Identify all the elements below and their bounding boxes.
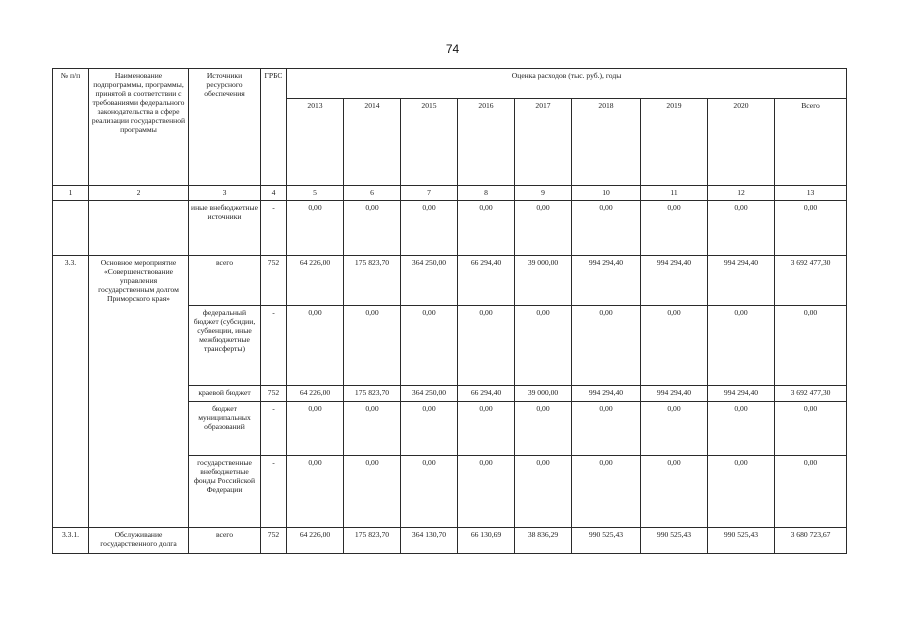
value-cell: 0,00: [515, 306, 572, 386]
value-cell: 0,00: [287, 402, 344, 456]
value-cell: 3 680 723,67: [775, 528, 847, 554]
column-number: 6: [344, 186, 401, 201]
value-cell: 64 226,00: [287, 256, 344, 306]
budget-table: [52, 68, 847, 554]
value-cell: 66 294,40: [458, 386, 515, 402]
value-cell: 3 692 477,30: [775, 256, 847, 306]
value-cell: 66 294,40: [458, 256, 515, 306]
header-col-grbs: ГРБС: [261, 69, 287, 186]
value-cell: 364 250,00: [401, 386, 458, 402]
value-cell: 990 525,43: [708, 528, 775, 554]
value-cell: 0,00: [641, 402, 708, 456]
column-number-row: [53, 186, 847, 201]
value-cell: 0,00: [344, 201, 401, 256]
row-source: всего: [189, 256, 261, 306]
value-cell: 0,00: [401, 201, 458, 256]
page-number: 74: [445, 42, 460, 56]
row-grbs: 752: [261, 528, 287, 554]
header-year: 2017: [515, 99, 572, 186]
value-cell: 0,00: [401, 456, 458, 528]
header-col-source: Источники ресурсного обеспечения: [189, 69, 261, 186]
value-cell: 66 130,69: [458, 528, 515, 554]
value-cell: 990 525,43: [641, 528, 708, 554]
value-cell: 39 000,00: [515, 386, 572, 402]
row-grbs: 752: [261, 386, 287, 402]
header-col-estimate: Оценка расходов (тыс. руб.), годы: [287, 69, 847, 99]
value-cell: 39 000,00: [515, 256, 572, 306]
row-grbs: -: [261, 402, 287, 456]
row-number: 3.3.1.: [53, 528, 89, 554]
table-row: [53, 201, 847, 256]
column-number: 3: [189, 186, 261, 201]
row-name: Основное мероприятие «Совершенствование управления государственным долгом Приморского края»: [89, 256, 189, 528]
column-number: 10: [572, 186, 641, 201]
value-cell: 0,00: [458, 201, 515, 256]
value-cell: 994 294,40: [641, 386, 708, 402]
row-name: Обслуживание государственного долга: [89, 528, 189, 554]
value-cell: 994 294,40: [572, 386, 641, 402]
header-total: Всего: [775, 99, 847, 186]
value-cell: 0,00: [572, 306, 641, 386]
row-source: краевой бюджет: [189, 386, 261, 402]
column-number: 1: [53, 186, 89, 201]
value-cell: 175 823,70: [344, 256, 401, 306]
row-grbs: -: [261, 306, 287, 386]
value-cell: 64 226,00: [287, 528, 344, 554]
value-cell: 0,00: [775, 306, 847, 386]
header-year: 2016: [458, 99, 515, 186]
value-cell: 994 294,40: [708, 386, 775, 402]
column-number: 2: [89, 186, 189, 201]
row-number: 3.3.: [53, 256, 89, 528]
table-row: [53, 256, 847, 306]
value-cell: 0,00: [708, 456, 775, 528]
value-cell: 0,00: [344, 456, 401, 528]
row-number: [53, 201, 89, 256]
row-source: бюджет муниципальных образований: [189, 402, 261, 456]
column-number: 8: [458, 186, 515, 201]
row-source: государственные внебюджетные фонды Российской Федерации: [189, 456, 261, 528]
value-cell: 990 525,43: [572, 528, 641, 554]
column-number: 12: [708, 186, 775, 201]
value-cell: 0,00: [572, 402, 641, 456]
value-cell: 0,00: [641, 456, 708, 528]
row-name: [89, 201, 189, 256]
value-cell: 0,00: [708, 201, 775, 256]
value-cell: 0,00: [775, 402, 847, 456]
value-cell: 364 130,70: [401, 528, 458, 554]
value-cell: 64 226,00: [287, 386, 344, 402]
value-cell: 0,00: [287, 201, 344, 256]
value-cell: 0,00: [515, 402, 572, 456]
value-cell: 0,00: [401, 402, 458, 456]
value-cell: 0,00: [344, 306, 401, 386]
value-cell: 0,00: [572, 456, 641, 528]
value-cell: 0,00: [287, 306, 344, 386]
row-grbs: 752: [261, 256, 287, 306]
value-cell: 0,00: [775, 201, 847, 256]
header-row-1: [53, 69, 847, 99]
column-number: 5: [287, 186, 344, 201]
value-cell: 175 823,70: [344, 386, 401, 402]
column-number: 7: [401, 186, 458, 201]
value-cell: 0,00: [458, 306, 515, 386]
value-cell: 994 294,40: [572, 256, 641, 306]
row-source: иные внебюджетные источники: [189, 201, 261, 256]
header-year: 2019: [641, 99, 708, 186]
column-number: 4: [261, 186, 287, 201]
value-cell: 0,00: [515, 201, 572, 256]
value-cell: 364 250,00: [401, 256, 458, 306]
column-number: 9: [515, 186, 572, 201]
header-year: 2015: [401, 99, 458, 186]
value-cell: 38 836,29: [515, 528, 572, 554]
header-year: 2013: [287, 99, 344, 186]
value-cell: 0,00: [572, 201, 641, 256]
value-cell: 0,00: [458, 456, 515, 528]
header-col-no: № п/п: [53, 69, 89, 186]
value-cell: 0,00: [287, 456, 344, 528]
column-number: 11: [641, 186, 708, 201]
row-grbs: -: [261, 456, 287, 528]
row-source: всего: [189, 528, 261, 554]
value-cell: 0,00: [708, 306, 775, 386]
value-cell: 0,00: [458, 402, 515, 456]
header-year: 2018: [572, 99, 641, 186]
value-cell: 994 294,40: [641, 256, 708, 306]
value-cell: 175 823,70: [344, 528, 401, 554]
value-cell: 0,00: [708, 402, 775, 456]
header-year: 2020: [708, 99, 775, 186]
table-row: [53, 528, 847, 554]
value-cell: 0,00: [775, 456, 847, 528]
value-cell: 994 294,40: [708, 256, 775, 306]
value-cell: 3 692 477,30: [775, 386, 847, 402]
value-cell: 0,00: [401, 306, 458, 386]
row-source: федеральный бюджет (субсидии, субвенции, иные межбюджетные трансферты): [189, 306, 261, 386]
value-cell: 0,00: [641, 201, 708, 256]
value-cell: 0,00: [515, 456, 572, 528]
header-year: 2014: [344, 99, 401, 186]
row-grbs: -: [261, 201, 287, 256]
value-cell: 0,00: [641, 306, 708, 386]
value-cell: 0,00: [344, 402, 401, 456]
header-col-name: Наименование подпрограммы, программы, принятой в соответствии с требованиями федерального законодательства в сфере реализации государственной программы: [89, 69, 189, 186]
column-number: 13: [775, 186, 847, 201]
